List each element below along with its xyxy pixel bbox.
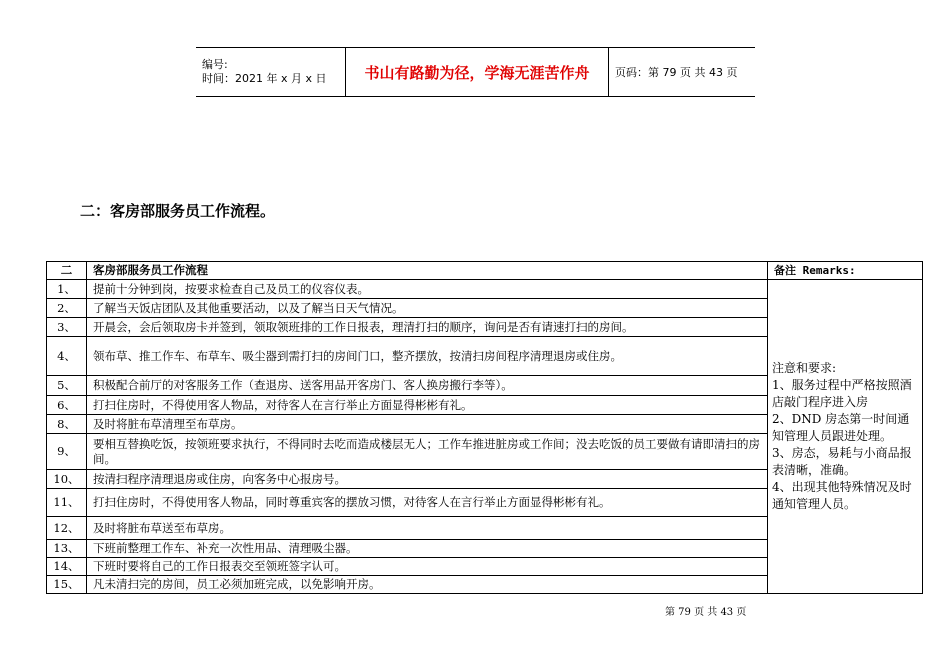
row-number: 4、 [47,337,87,376]
row-number: 2、 [47,299,87,318]
row-text: 打扫住房时，不得使用客人物品，同时尊重宾客的摆放习惯，对待客人在言行举止方面显得彬彬有礼。 [87,489,768,517]
header-meta [196,48,346,97]
row-number: 12、 [47,517,87,540]
row-number: 6、 [47,396,87,415]
row-text: 要相互替换吃饭，按领班要求执行，不得同时去吃而造成楼层无人；工作车推进脏房或工作间；没去吃饭的员工要做有请即清扫的房间。 [87,434,768,470]
row-number: 1、 [47,280,87,299]
row-text: 提前十分钟到岗，按要求检查自己及员工的仪容仪表。 [87,280,768,299]
col-desc-header: 客房部服务员工作流程 [87,262,768,280]
row-text: 及时将脏布草送至布草房。 [87,517,768,540]
remarks-text: 注意和要求: 1、服务过程中严格按照酒店敲门程序进入房 2、DND 房态第一时间通知管理人员跟进处理。 3、房态，易耗与小商品报表清晰，准确。 4、出现其他特殊情况及时通知管理人员。 [772,361,912,511]
row-text: 积极配合前厅的对客服务工作（查退房、送客用品开客房门、客人换房搬行李等）。 [87,376,768,396]
row-text: 下班前整理工作车、补充一次性用品、清理吸尘器。 [87,540,768,558]
row-number: 8、 [47,415,87,434]
row-text: 领布草、推工作车、布草车、吸尘器到需打扫的房间门口，整齐摆放，按清扫房间程序清理退房或住房。 [87,337,768,376]
row-number: 3、 [47,318,87,337]
row-text: 及时将脏布草清理至布草房。 [87,415,768,434]
document-date: 时间：2021 年 x 月 x 日 [202,72,327,85]
header-motto: 书山有路勤为径，学海无涯苦作舟 [346,48,609,97]
table-header-row [47,262,923,280]
col-num-header: 二 [47,262,87,280]
row-text: 打扫住房时，不得使用客人物品，对待客人在言行举止方面显得彬彬有礼。 [87,396,768,415]
row-number: 14、 [47,558,87,576]
row-text: 凡未清扫完的房间，员工必须加班完成，以免影响开房。 [87,576,768,594]
row-number: 9、 [47,434,87,470]
page-header [196,47,755,97]
row-text: 了解当天饭店团队及其他重要活动，以及了解当日天气情况。 [87,299,768,318]
document-number-label: 编号: [202,58,228,71]
section-title: 二：客房部服务员工作流程。 [80,202,276,220]
row-number: 11、 [47,489,87,517]
col-note-header: 备注 Remarks: [768,262,923,280]
header-page-code: 页码：第 79 页 共 43 页 [615,66,738,79]
row-text: 下班时要将自己的工作日报表交至领班签字认可。 [87,558,768,576]
row-number: 13、 [47,540,87,558]
row-number: 10、 [47,470,87,489]
row-text: 开晨会，会后领取房卡并签到，领取领班排的工作日报表，理清打扫的顺序，询问是否有请速打扫的房间。 [87,318,768,337]
remarks-note [768,280,923,594]
table-row [47,280,923,299]
workflow-table [46,261,923,594]
page-footer: 第 79 页 共 43 页 [665,607,747,618]
row-number: 5、 [47,376,87,396]
row-text: 按清扫程序清理退房或住房，向客务中心报房号。 [87,470,768,489]
row-number: 15、 [47,576,87,594]
